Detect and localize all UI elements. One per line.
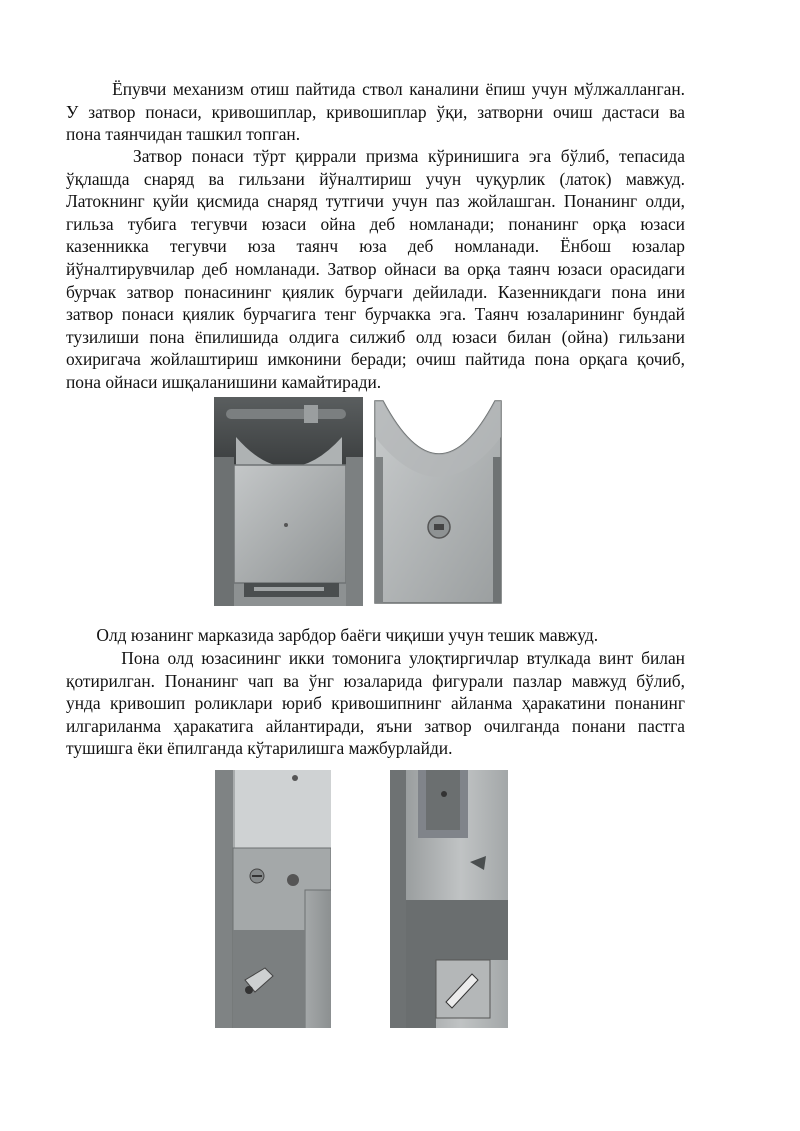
text-line: охиригача жойлаштириш имконини беради; очиш пайтида пона орқага қочиб, <box>66 349 685 370</box>
paragraph-4 <box>66 647 685 760</box>
text-line: Затвор понаси тўрт қиррали призма кўринишига эга бўлиб, тепасида <box>66 146 685 166</box>
paragraph-1 <box>66 78 685 146</box>
text-line: ўқлашда снаряд ва гильзани йўналтириш учун чуқурлик (латок) мавжуд. <box>66 168 685 189</box>
text-line: Олд юзанинг марказида зарбдор баёги чиқиши учун тешик мавжуд. <box>66 625 599 645</box>
text-line: тузилиши пона ёпилишида олдига силжиб олд юзаси билан (ойна) гильзани <box>66 326 685 347</box>
wedge-side-photo-left <box>215 770 331 1028</box>
text-line: тушишга ёки ёпилганда кўтарилишга мажбурлайди. <box>66 738 453 759</box>
text-line: йўналтирувчилар деб номланади. Затвор ойнаси ва орқа таянч юзаси орасидаги <box>66 258 685 279</box>
paragraph-3 <box>66 624 685 647</box>
text-line: илгариланма ҳаракатига айлантиради, яъни затвор очилганда понани пастга <box>66 715 685 736</box>
text-line: пона ойнаси ишқаланишини камайтиради. <box>66 371 382 392</box>
text-line: затвор понаси қиялик бурчагига тенг бурчакка эга. Таянч юзаларининг бундай <box>66 304 685 325</box>
breech-wedge-photo-left <box>214 397 363 606</box>
paragraph-2 <box>66 145 685 394</box>
text-line: гильза тубига тегувчи юзаси ойна деб номланади; понанинг орқа юзаси <box>66 213 685 234</box>
text-line: қотирилган. Понанинг чап ва ўнг юзаларида фигурали пазлар мавжуд бўлиб, <box>66 670 685 691</box>
text-line: Пона олд юзасининг икки томонига улоқтиргичлар втулкада винт билан <box>66 648 685 668</box>
text-line: Латокнинг қуйи қисмида снаряд тутгичи учун паз жойлашган. Понанинг олди, <box>66 191 685 212</box>
text-line: У затвор понаси, кривошиплар, кривошиплар ўқи, затворни очиш дастаси ва <box>66 101 685 122</box>
text-line: пона таянчидан ташкил топган. <box>66 124 301 145</box>
breech-wedge-photo-right <box>371 397 508 606</box>
text-line: Ёпувчи механизм отиш пайтида ствол каналини ёпиш учун мўлжалланган. <box>66 79 685 99</box>
text-line: казенникка тегувчи юза таянч юза деб номланади. Ёнбош юзалар <box>66 236 685 257</box>
text-line: унда кривошип роликлари юриб кривошипнинг айланма ҳаракатини понанинг <box>66 693 685 714</box>
wedge-side-photo-right <box>390 770 508 1028</box>
text-line: бурчак затвор понасининг қиялик бурчаги дейилади. Казенникдаги пона ини <box>66 281 685 302</box>
